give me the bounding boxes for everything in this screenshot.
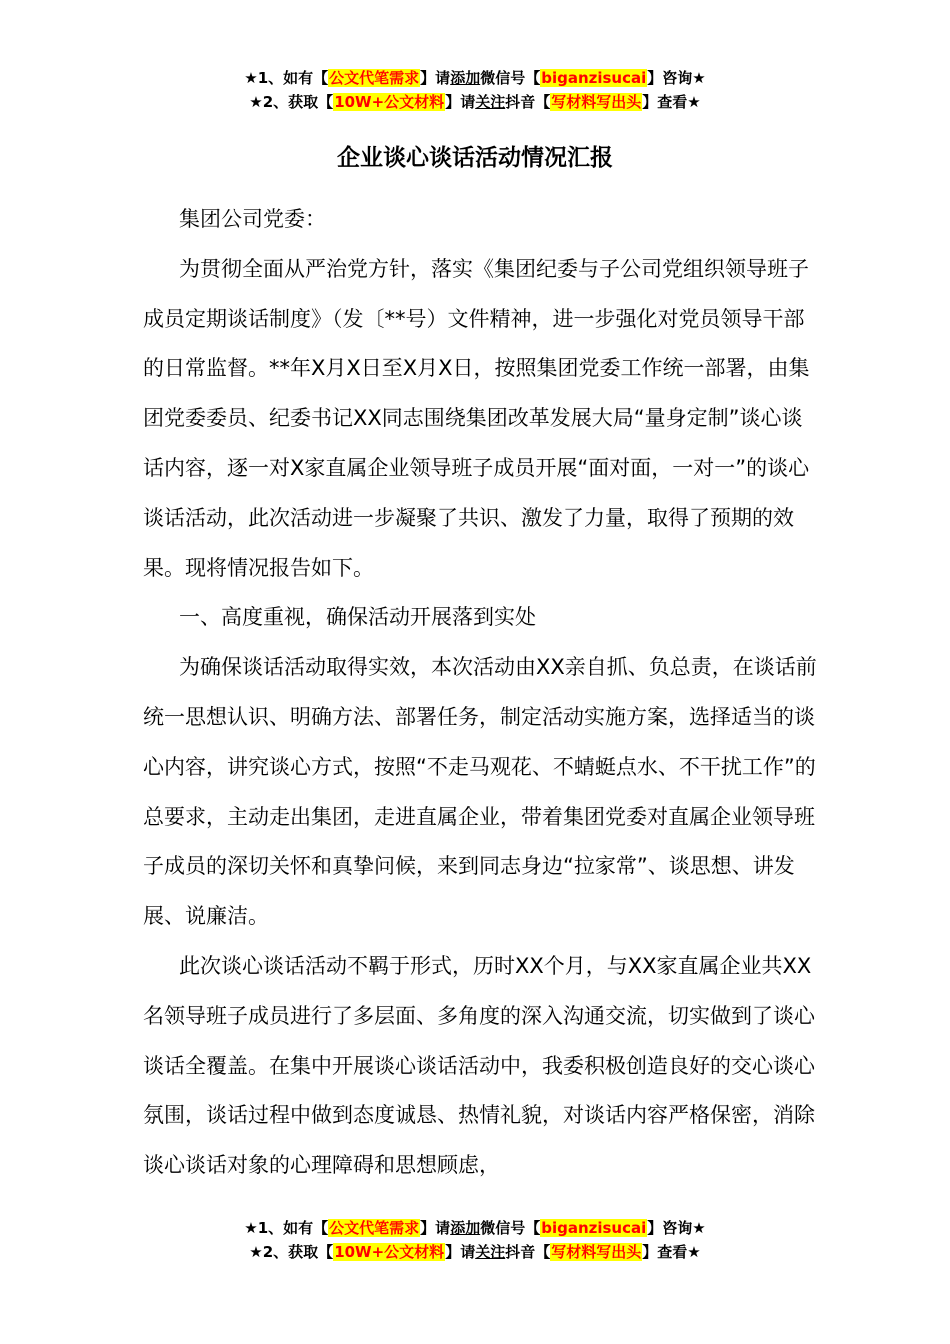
- banner-text: ★2、获取【: [249, 1243, 334, 1261]
- banner-text: 】请: [445, 1243, 476, 1261]
- banner-text: 】查看★: [642, 93, 701, 111]
- banner-highlight: 写材料写出头: [551, 93, 642, 111]
- banner-highlight: biganzisucai: [541, 69, 647, 87]
- banner-text: 抖音【: [505, 1243, 551, 1261]
- banner-text: 】请: [420, 1219, 451, 1237]
- banner-text: ★1、如有【: [244, 69, 329, 87]
- banner-underlined-text: 关注: [475, 93, 506, 111]
- banner-line-1: [0, 66, 950, 90]
- banner-highlight: 公文代笔需求: [329, 69, 420, 87]
- banner-text: 微信号【: [480, 69, 541, 87]
- banner-line-2: [0, 1240, 950, 1264]
- paragraph: 为确保谈话活动取得实效，本次活动由XX亲自抓、负总责，在谈话前统一思想认识、明确方法、部署任务，制定活动实施方案，选择适当的谈心内容，讲究谈心方式，按照“不走马观花、不蜻蜓点水、不干扰工作”的总要求，主动走出集团，走进直属企业，带着集团党委对直属企业领导班子成员的深切关怀和真挚问候，来到同志身边“拉家常”、谈思想、讲发展、说廉洁。: [143, 655, 817, 929]
- banner-text: 微信号【: [480, 1219, 541, 1237]
- document-title: 企业谈心谈话活动情况汇报: [337, 145, 613, 171]
- banner-text: 】请: [420, 69, 451, 87]
- banner-text: ★1、如有【: [244, 1219, 329, 1237]
- banner-text: 】咨询★: [647, 69, 706, 87]
- paragraph: 此次谈心谈话活动不羁于形式，历时XX个月，与XX家直属企业共XX名领导班子成员进行了多层面、多角度的深入沟通交流，切实做到了谈心谈话全覆盖。在集中开展谈心谈话活动中，我委积极创造良好的交心谈心氛围，谈话过程中做到态度诚恳、热情礼貌，对谈话内容严格保密，消除谈心谈话对象的心理障碍和思想顾虑，: [143, 953, 815, 1178]
- banner-highlight: 10W+公文材料: [334, 1243, 445, 1261]
- banner-underlined-text: 添加: [450, 1219, 481, 1237]
- banner-underlined-text: 添加: [450, 69, 481, 87]
- banner-text: 】查看★: [642, 1243, 701, 1261]
- banner-text: 】咨询★: [647, 1219, 706, 1237]
- banner-text: 】请: [445, 93, 476, 111]
- banner-highlight: 写材料写出头: [551, 1243, 642, 1261]
- banner-highlight: 10W+公文材料: [334, 93, 445, 111]
- banner-line-1: [0, 1216, 950, 1240]
- banner-text: 抖音【: [505, 93, 551, 111]
- footer-banner: [0, 1216, 950, 1264]
- section-heading: 一、高度重视，确保活动开展落到实处: [179, 605, 536, 630]
- banner-line-2: [0, 90, 950, 114]
- header-banner: [0, 66, 950, 114]
- banner-underlined-text: 关注: [475, 1243, 506, 1261]
- banner-text: ★2、获取【: [249, 93, 334, 111]
- banner-highlight: 公文代笔需求: [329, 1219, 420, 1237]
- salutation: 集团公司党委：: [179, 207, 326, 231]
- paragraph: 为贯彻全面从严治党方针，落实《集团纪委与子公司党组织领导班子成员定期谈话制度》（发〔**号）文件精神，进一步强化对党员领导干部的日常监督。**年X月X日至X月X日，按照集团党委工作统一部署，由集团党委委员、纪委书记XX同志围绕集团改革发展大局“量身定制”谈心谈话内容，逐一对X家直属企业领导班子成员开展“面对面，一对一”的谈心谈话活动，此次活动进一步凝聚了共识、激发了力量，取得了预期的效果。现将情况报告如下。: [143, 256, 810, 580]
- banner-highlight: biganzisucai: [541, 1219, 647, 1237]
- document-body: [143, 195, 823, 1191]
